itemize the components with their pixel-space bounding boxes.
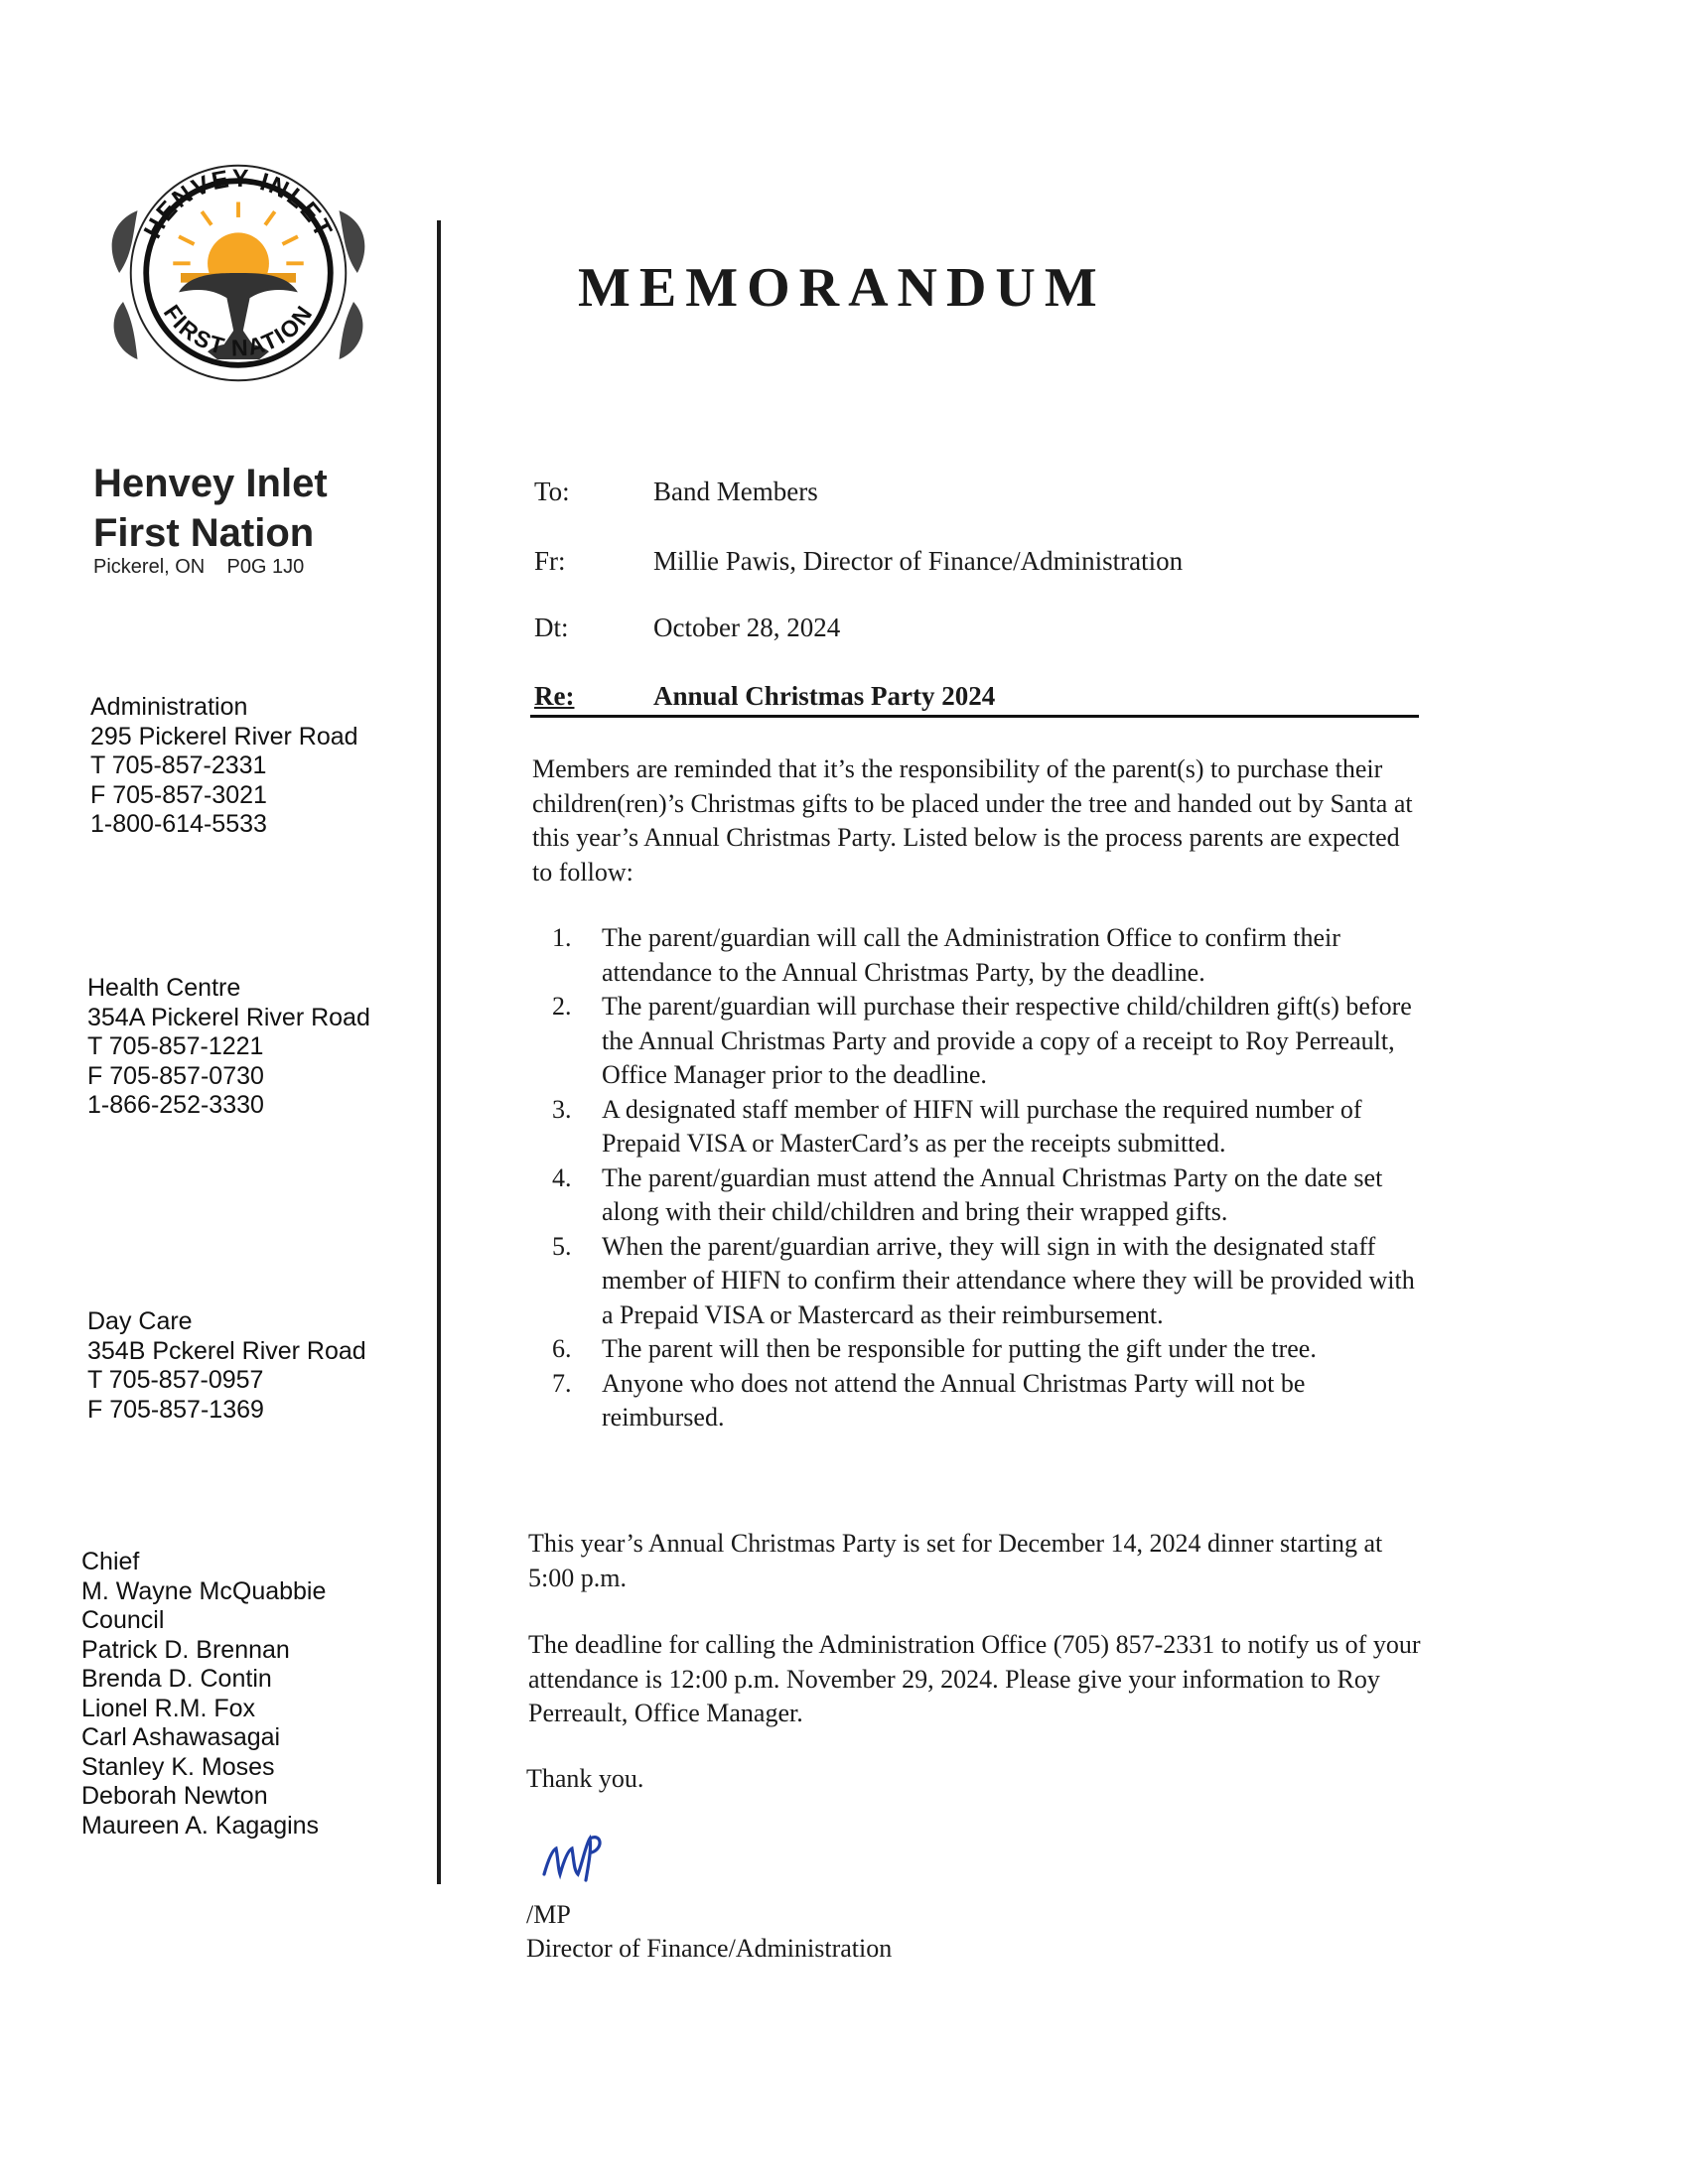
health-centre-address: 354A Pickerel River Road — [87, 1003, 370, 1031]
day-care-address: 354B Pckerel River Road — [87, 1336, 366, 1365]
council-member: Patrick D. Brennan — [81, 1635, 290, 1664]
step-number: 6. — [552, 1334, 572, 1363]
svg-text:HENVEY INLET: HENVEY INLET — [138, 164, 339, 243]
svg-text:FIRST NATION: FIRST NATION — [158, 299, 319, 361]
day-care-phone: T 705-857-0957 — [87, 1366, 264, 1394]
health-centre-contact — [87, 974, 370, 1121]
council-member: Maureen A. Kagagins — [81, 1811, 320, 1840]
administration-phone: T 705-857-2331 — [90, 751, 267, 779]
step-text: The parent/guardian will call the Administration Office to confirm their attendance to the Annual Christmas Party, by the deadline. — [602, 923, 1340, 987]
organization-name-line2: First Nation — [93, 511, 315, 555]
day-care-fax: F 705-857-1369 — [87, 1395, 264, 1424]
list-item — [532, 921, 1426, 990]
from-value: Millie Pawis, Director of Finance/Administration — [653, 546, 1184, 576]
to-label: To: — [534, 477, 570, 506]
thank-you: Thank you. — [526, 1764, 644, 1793]
step-number: 1. — [552, 923, 572, 952]
council-member: Lionel R.M. Fox — [81, 1694, 256, 1722]
council-member: Carl Ashawasagai — [81, 1723, 281, 1751]
list-item — [532, 1230, 1426, 1333]
chief-label: Chief — [81, 1548, 140, 1575]
date-label: Dt: — [534, 613, 569, 642]
process-steps-list — [532, 921, 1426, 1435]
day-care-title: Day Care — [87, 1307, 193, 1335]
step-number: 3. — [552, 1094, 572, 1124]
list-item — [532, 1332, 1426, 1367]
step-number: 5. — [552, 1231, 572, 1261]
chief-name: M. Wayne McQuabbie — [81, 1576, 327, 1605]
administration-fax: F 705-857-3021 — [90, 780, 267, 809]
list-item — [532, 990, 1426, 1093]
subject-value: Annual Christmas Party 2024 — [653, 681, 996, 711]
organization-name-line1: Henvey Inlet — [93, 462, 328, 505]
health-centre-fax: F 705-857-0730 — [87, 1061, 264, 1090]
organization-name — [93, 459, 328, 558]
health-centre-toll-free: 1-866-252-3330 — [87, 1091, 264, 1119]
list-item — [532, 1093, 1426, 1161]
administration-address: 295 Pickerel River Road — [90, 722, 358, 751]
deadline-paragraph: The deadline for calling the Administration Office (705) 857-2331 to notify us of your attendance is 12:00 p.m. November 29, 2024. Please give your information to Roy Perreault, Office Manager. — [528, 1630, 1421, 1727]
sidebar-divider — [437, 220, 441, 1884]
signature-title: Director of Finance/Administration — [526, 1934, 893, 1963]
step-number: 2. — [552, 992, 572, 1021]
handwritten-signature — [538, 1825, 628, 1884]
health-centre-title: Health Centre — [87, 974, 241, 1002]
from-label: Fr: — [534, 546, 566, 576]
party-date-paragraph: This year’s Annual Christmas Party is set for December 14, 2024 dinner starting at 5:00 p.m. — [528, 1529, 1383, 1592]
to-value: Band Members — [653, 477, 818, 506]
council-label: Council — [81, 1606, 165, 1634]
step-text: Anyone who does not attend the Annual Christmas Party will not be reimbursed. — [602, 1368, 1306, 1432]
leadership-list — [81, 1548, 326, 1841]
subject-label: Re: — [534, 681, 575, 711]
council-member: Stanley K. Moses — [81, 1752, 275, 1781]
memo-title: MEMORANDUM — [578, 257, 1106, 319]
step-text: When the parent/guardian arrive, they will sign in with the designated staff member of HIFN to confirm their attendance where they will be provided with a Prepaid VISA or Mastercard as their reimbursement. — [602, 1231, 1415, 1329]
date-value: October 28, 2024 — [653, 613, 841, 642]
day-care-contact — [87, 1307, 366, 1425]
step-text: A designated staff member of HIFN will purchase the required number of Prepaid VISA or MasterCard’s as per the receipts submitted. — [602, 1094, 1362, 1158]
henvey-inlet-first-nation-logo — [94, 129, 382, 417]
intro-paragraph: Members are reminded that it’s the responsibility of the parent(s) to purchase their children(ren)’s Christmas gifts to be placed under the tree and handed out by Santa at this year’s Annual Christmas Party. Listed below is the process parents are expected to follow: — [532, 754, 1413, 887]
council-member: Brenda D. Contin — [81, 1665, 272, 1693]
health-centre-phone: T 705-857-1221 — [87, 1032, 264, 1060]
list-item — [532, 1161, 1426, 1230]
administration-toll-free: 1-800-614-5533 — [90, 810, 267, 838]
step-number: 4. — [552, 1162, 572, 1192]
header-rule — [530, 715, 1419, 718]
organization-address: Pickerel, ON P0G 1J0 — [93, 556, 305, 578]
step-number: 7. — [552, 1368, 572, 1398]
council-member: Deborah Newton — [81, 1782, 268, 1810]
step-text: The parent/guardian must attend the Annual Christmas Party on the date set along with their child/children and bring their wrapped gifts. — [602, 1162, 1383, 1226]
step-text: The parent will then be responsible for putting the gift under the tree. — [602, 1334, 1317, 1363]
list-item — [532, 1367, 1426, 1435]
administration-contact — [90, 693, 358, 840]
step-text: The parent/guardian will purchase their respective child/children gift(s) before the Annual Christmas Party and provide a copy of a receipt to Roy Perreault, Office Manager prior to the deadline. — [602, 992, 1412, 1089]
signature-initials: /MP — [526, 1900, 571, 1929]
administration-title: Administration — [90, 693, 248, 721]
